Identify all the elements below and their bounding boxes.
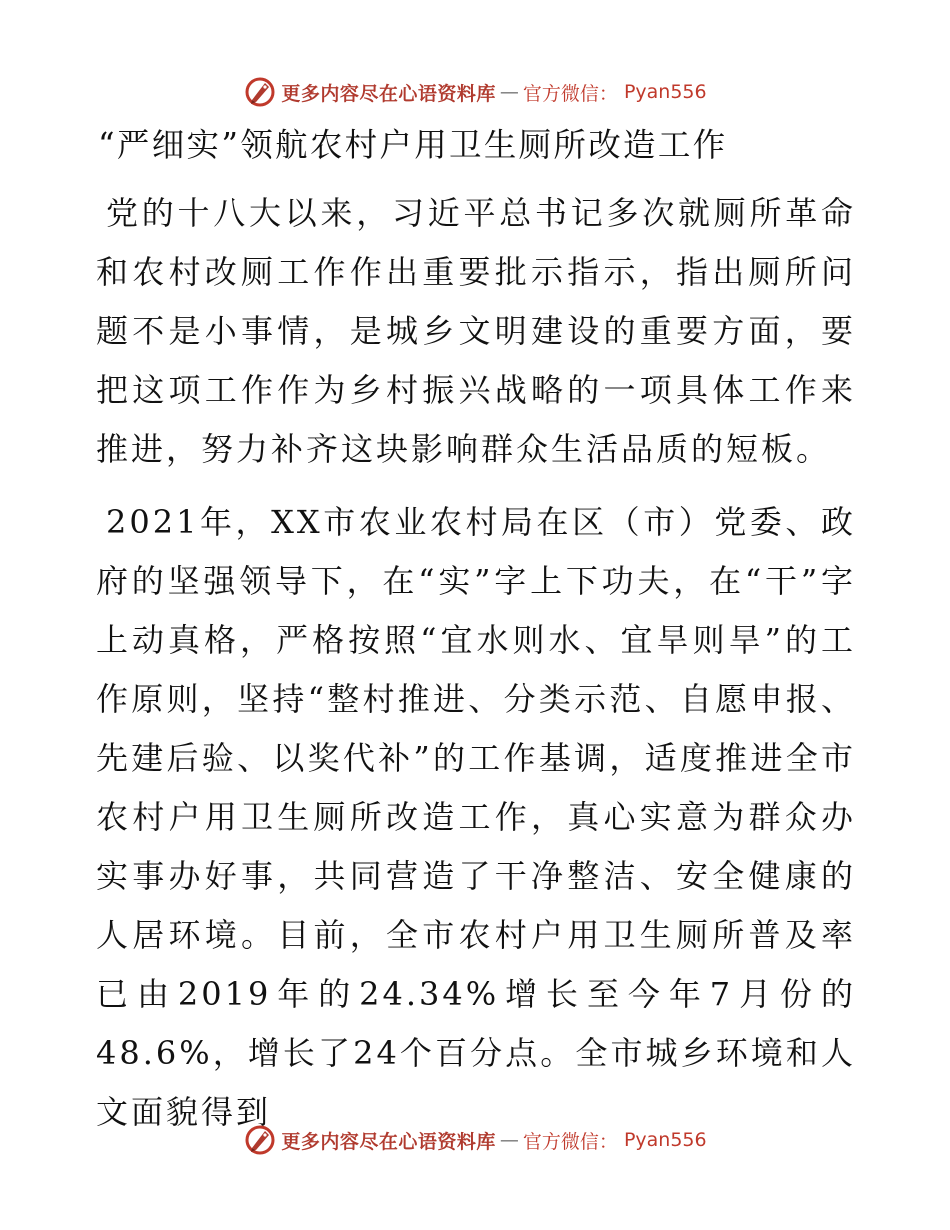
banner-wechat-id: Pyan556: [623, 81, 707, 103]
document-title: “严细实”领航农村户用卫生厕所改造工作: [98, 126, 728, 164]
banner-wechat-id: Pyan556: [623, 1129, 707, 1151]
banner-separator: —: [499, 1129, 519, 1151]
document-paragraph: 2021年，XX市农业农村局在区（市）党委、政府的坚强领导下，在“实”字上下功夫，在“干”字上动真格，严格按照“宜水则水、宜旱则旱”的工作原则，坚持“整村推进、分类示范、自愿申报、先建后验、以奖代补”的工作基调，适度推进全市农村户用卫生厕所改造工作，真心实意为群众办实事办好事，共同营造了干净整洁、安全健康的人居环境。目前，全市农村户用卫生厕所普及率已由2019年的24.34%增长至今年7月份的48.6%，增长了24个百分点。全市城乡环境和人文面貌得到: [96, 503, 856, 1131]
document-paragraph: 党的十八大以来，习近平总书记多次就厕所革命和农村改厕工作作出重要批示指示，指出厕所问题不是小事情，是城乡文明建设的重要方面，要把这项工作作为乡村振兴战略的一项具体工作来推进，努力补齐这块影响群众生活品质的短板。: [96, 194, 856, 468]
banner-brand-text: 更多内容尽在心语资料库: [281, 1130, 496, 1153]
banner-separator: —: [499, 81, 519, 103]
pen-nib-logo-icon: [243, 1123, 277, 1157]
banner-wechat-label: 官方微信：: [522, 1130, 618, 1153]
document-body: [96, 118, 856, 1142]
header-watermark-banner: [0, 72, 950, 112]
footer-watermark-banner: [0, 1120, 950, 1160]
banner-wechat-label: 官方微信：: [522, 82, 618, 105]
pen-nib-logo-icon: [243, 75, 277, 109]
banner-brand-text: 更多内容尽在心语资料库: [281, 82, 496, 105]
